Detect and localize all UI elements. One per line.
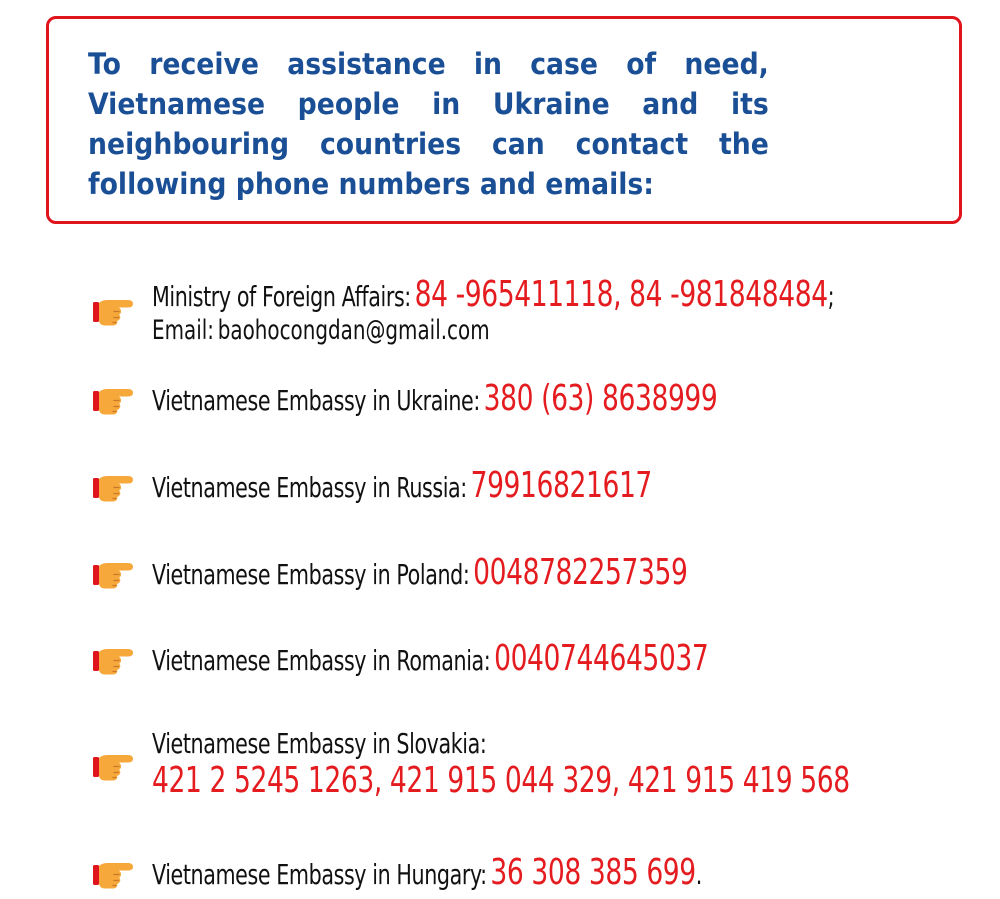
contact-romania (92, 638, 831, 679)
contact-label: Vietnamese Embassy in Romania: (152, 644, 491, 677)
pointing-hand-icon (92, 382, 138, 416)
pointing-hand-icon (92, 748, 138, 782)
contact-line (152, 465, 652, 506)
contact-line (152, 552, 687, 593)
contact-line (152, 378, 717, 419)
contact-phone[interactable]: 0040744645037 (494, 638, 709, 679)
contact-phone[interactable]: 380 (63) 8638999 (483, 378, 718, 419)
contact-trailing: ; (827, 280, 835, 313)
pointing-hand-icon (92, 293, 138, 327)
contact-label: Vietnamese Embassy in Slovakia: (152, 727, 487, 760)
contact-trailing: . (695, 858, 703, 891)
email-line (152, 315, 835, 346)
contact-hungary (92, 852, 823, 893)
contact-phone[interactable]: 421 2 5245 1263, 421 915 044 329, 421 915 419 568 (152, 760, 850, 802)
contact-slovakia (92, 728, 1000, 802)
contact-line (152, 274, 835, 315)
contact-ukraine (92, 378, 842, 419)
contact-poland (92, 552, 805, 593)
contact-label: Vietnamese Embassy in Ukraine: (152, 384, 480, 417)
contact-label: Vietnamese Embassy in Hungary: (152, 858, 487, 891)
contact-ministry (92, 274, 985, 346)
contact-phone[interactable]: 0048782257359 (473, 552, 688, 593)
email-label: Email: (152, 315, 214, 347)
contact-label: Vietnamese Embassy in Poland: (152, 558, 470, 591)
contact-phone: 84 -965411118, 84 -981848484 (414, 274, 828, 315)
contact-phone-line (152, 760, 850, 801)
contact-russia (92, 465, 762, 506)
email-link[interactable]: baohocongdan@gmail.com (217, 315, 490, 347)
contact-label: Ministry of Foreign Affairs: (152, 280, 411, 313)
contact-phone[interactable]: 36 308 385 699 (490, 852, 696, 893)
pointing-hand-icon (92, 642, 138, 676)
contact-line (152, 638, 708, 679)
contact-line (152, 852, 702, 893)
pointing-hand-icon (92, 556, 138, 590)
pointing-hand-icon (92, 469, 138, 503)
contact-line (152, 728, 850, 760)
contact-label: Vietnamese Embassy in Russia: (152, 471, 467, 504)
contact-phone[interactable]: 79916821617 (470, 465, 652, 506)
pointing-hand-icon (92, 856, 138, 890)
intro-text: To receive assistance in case of need, Vietnamese people in Ukraine and its neighbouring countries can contact the following phone numbers and emails: (88, 47, 769, 201)
